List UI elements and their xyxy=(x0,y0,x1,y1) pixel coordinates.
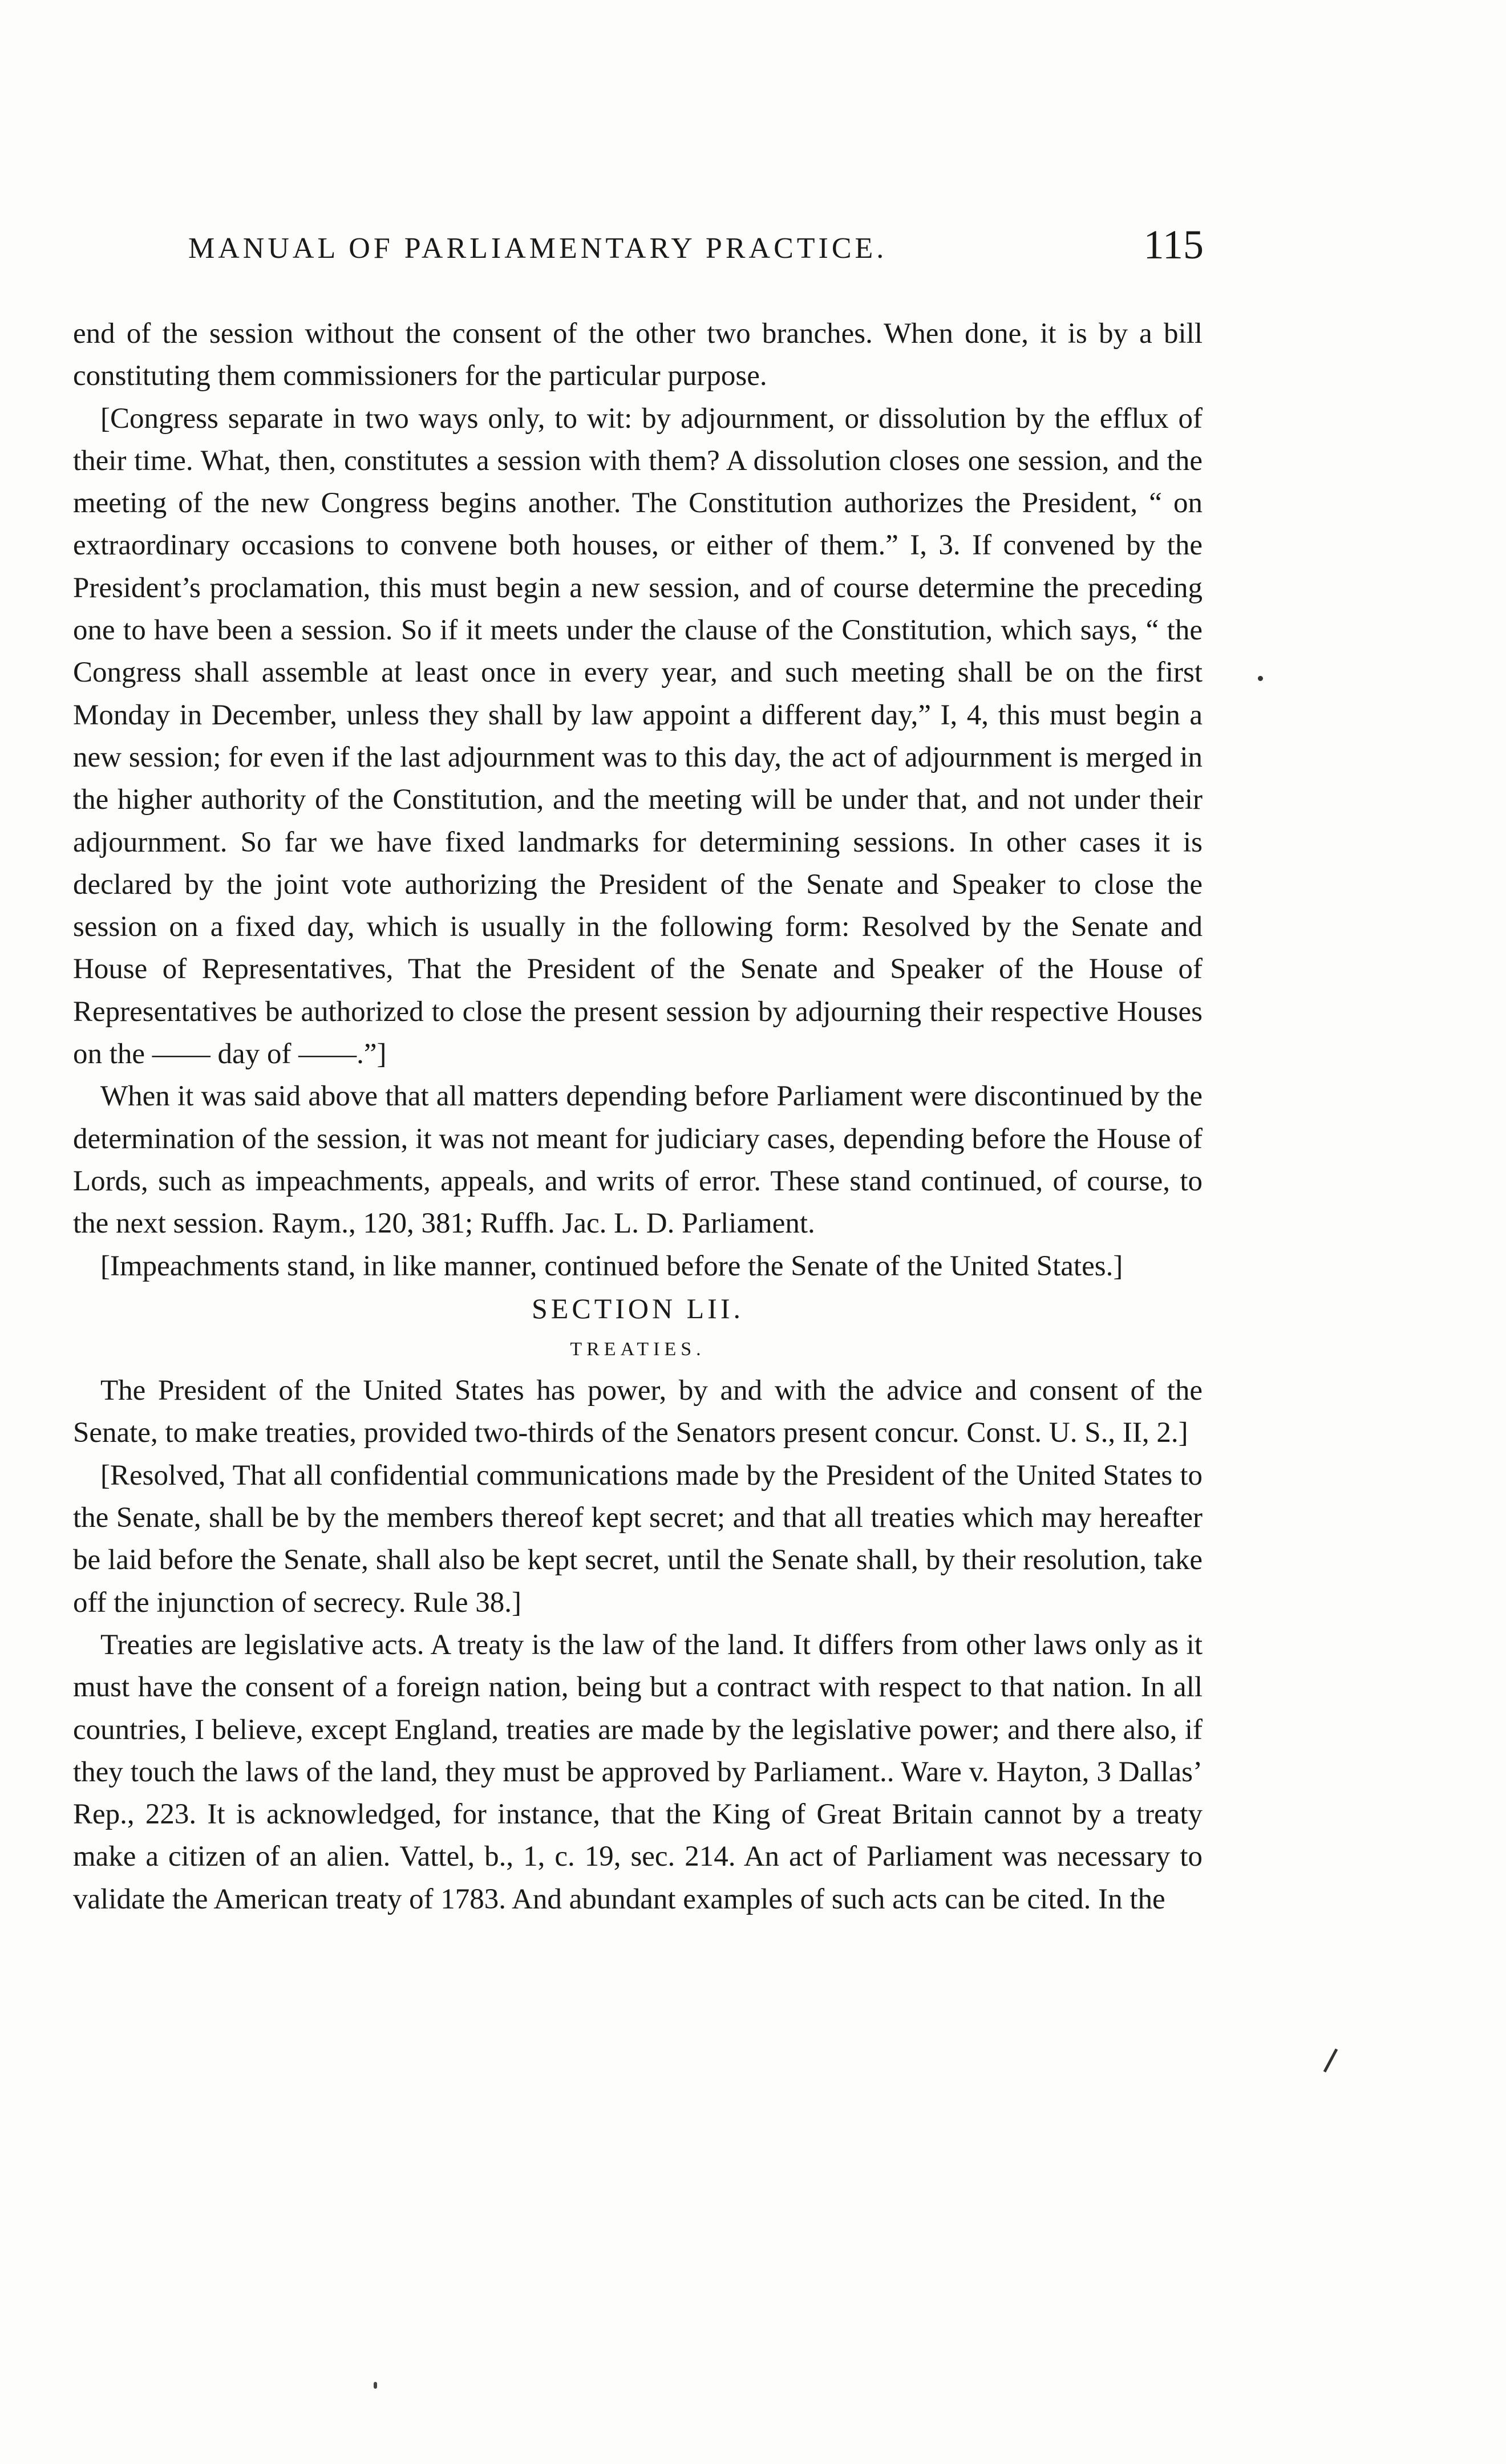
section-title: SECTION LII. xyxy=(532,1292,744,1324)
body-text xyxy=(73,313,1203,1920)
page-number: 115 xyxy=(1143,222,1204,268)
paragraph: The President of the United States has power, by and with the advice and consent of the Senate, to make treaties, provided two-thirds of the Senators present concur. Const. U. S., II, 2.] xyxy=(73,1375,1203,1449)
paragraph: When it was said above that all matters depending before Parliament were discontinued by the determination of the session, it was not meant for judiciary cases, depending before the House of Lords, such as impeachments, appeals, and writs of error. These stand continued, of course, to the next session. Raym., 120, 381; Ruffh. Jac. L. D. Parliament. xyxy=(73,1080,1203,1240)
margin-stroke xyxy=(1323,2048,1338,2072)
paragraph: Treaties are legislative acts. A treaty is the law of the land. It differs from other laws only as it must have the consent of a foreign nation, being but a contract with respect to that nation. In all countries, I believe, except England, treaties are made by the legislative power; and there also, if they touch the laws of the land, they must be approved by Parliament.. Ware v. Hayton, 3 Dallas’ Rep., 223. It is acknowledged, for instance, that the King of Great Britain cannot by a treaty make a citizen of an alien. Vattel, b., 1, c. 19, sec. 214. An act of Parliament was necessary to validate the American treaty of 1783. And abundant examples of such acts can be cited. In the xyxy=(73,1628,1203,1915)
page-header xyxy=(188,221,1204,273)
paragraph: [Resolved, That all confidential communications made by the President of the United States to the Senate, shall be by the members thereof kept secret; and that all treaties which may hereafter be laid before the Senate, shall also be kept secret, until the Senate shall, by their resolution, take off the injunction of secrecy. Rule 38.] xyxy=(73,1459,1203,1619)
paragraph: end of the session without the consent of the other two branches. When done, it is by a bill constituting them commissioners for the particular purpose. xyxy=(73,318,1203,392)
margin-dot xyxy=(1258,676,1263,681)
footer-speck xyxy=(374,2382,377,2389)
section-subtitle: TREATIES. xyxy=(570,1339,706,1360)
running-title: MANUAL OF PARLIAMENTARY PRACTICE. xyxy=(188,232,888,265)
paragraph: [Impeachments stand, in like manner, continued before the Senate of the United States.] xyxy=(100,1250,1123,1282)
paragraph: [Congress separate in two ways only, to wit: by adjournment, or dissolution by the efflux of their time. What, then, constitutes a session with them? A dissolution closes one session, and the meeting of the new Congress begins another. The Constitution authorizes the President, “ on extraordinary occasions to convene both houses, or either of them.” I, 3. If convened by the President’s proclamation, this must begin a new session, and of course determine the preceding one to have been a session. So if it meets under the clause of the Constitution, which says, “ the Congress shall assemble at least once in every year, and such meeting shall be on the first Monday in December, unless they shall by law appoint a different day,” I, 4, this must begin a new session; for even if the last adjournment was to this day, the act of adjournment is merged in the higher authority of the Constitution, and the meeting will be under that, and not under their adjournment. So far we have fixed landmarks for determining sessions. In other cases it is declared by the joint vote authorizing the President of the Senate and Speaker to close the session on a fixed day, which is usually in the following form: Resolved by the Senate and House of Representatives, That the President of the Senate and Speaker of the House of Representatives be authorized to close the present session by adjourning their respective Houses on the —— day of ——.”] xyxy=(73,402,1203,1071)
